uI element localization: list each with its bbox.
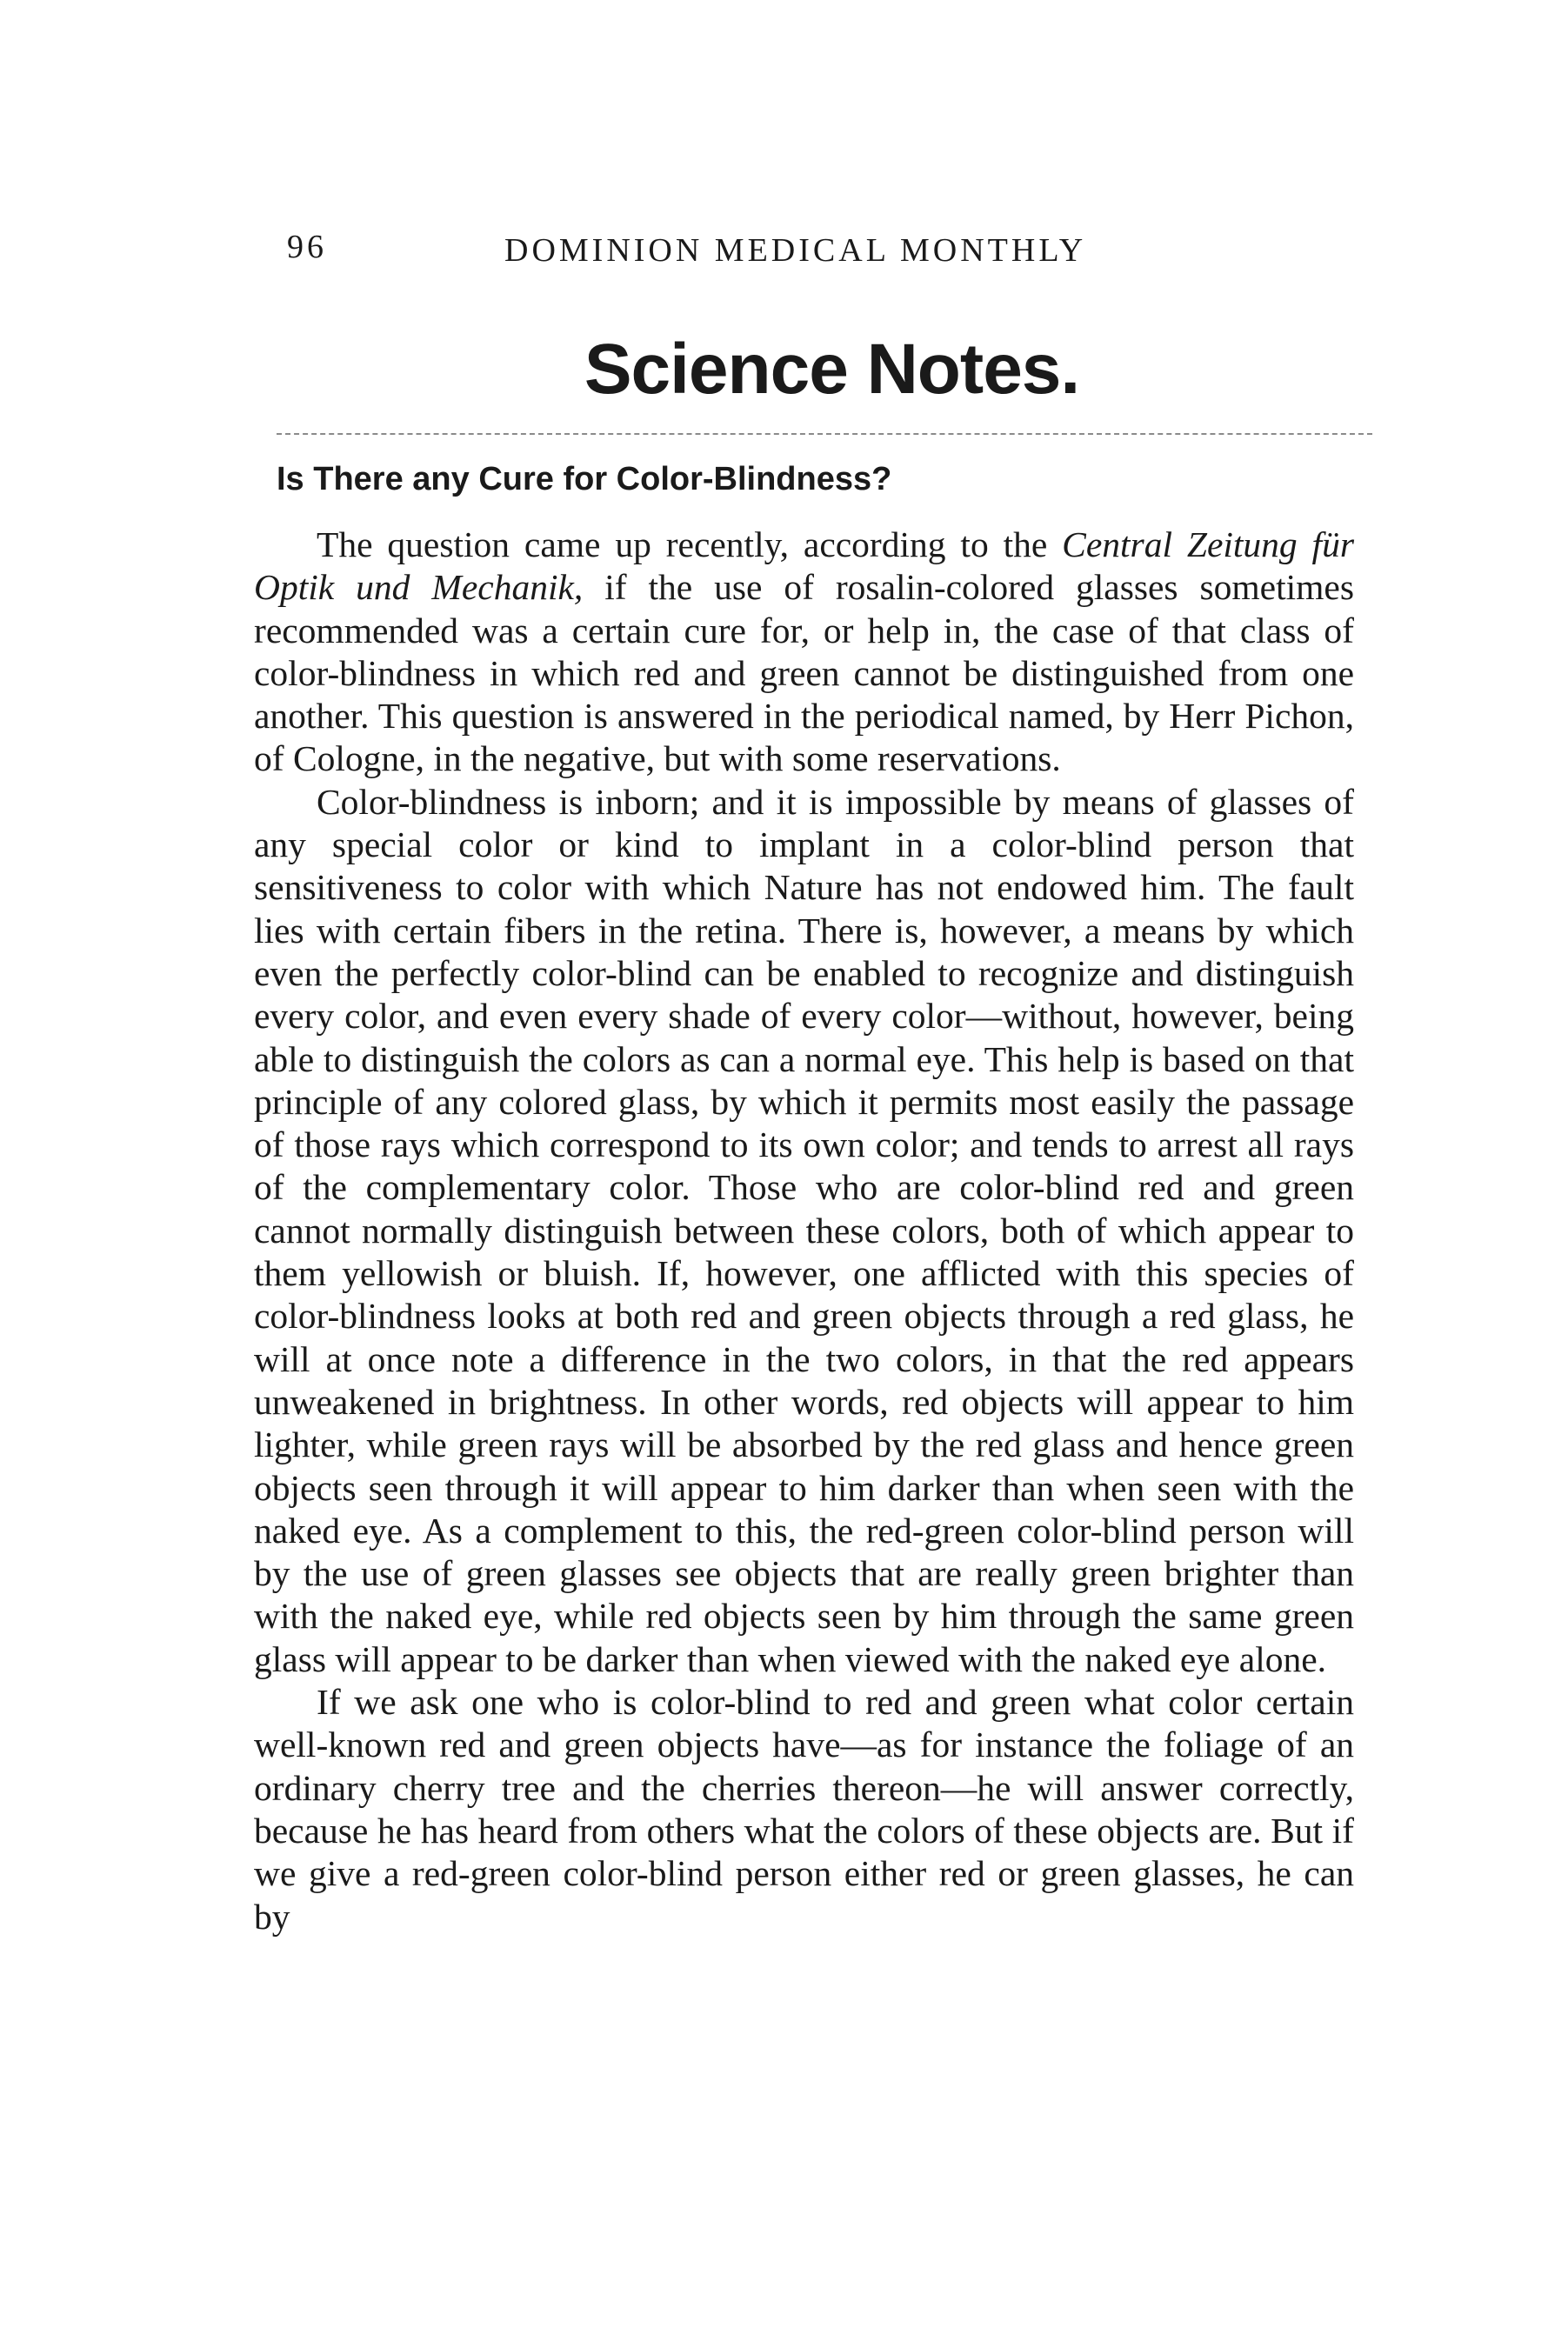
- article-body: [254, 524, 1354, 1938]
- running-head: [287, 228, 1365, 271]
- paragraph-1-text-a: The question came up recently, according to the: [317, 524, 1063, 564]
- paragraph-1: [254, 524, 1354, 781]
- paragraph-1-text-b: if the use of rosalin-colored glasses sometimes recommended was a certain cure for, or help in, the case of that class of color-blindness in which red and green cannot be distinguished from one another. This question is answered in the periodical named, by Herr Pichon, of Cologne, in the negative, but with some reservations.: [254, 567, 1355, 779]
- journal-reference: Central Zeitung für Optik und Mechanik,: [254, 524, 1354, 608]
- paragraph-3: If we ask one who is color-blind to red and green what color certain well-known red and green objects have—as for instance the foliage of an ordinary cherry tree and the cherries thereon—he will answer correctly, because he has heard from others what the colors of these objects are. But if we give a red-green color-blind person either red or green glasses, he can by: [254, 1682, 1354, 1937]
- page-number: 96: [287, 229, 327, 265]
- journal-title: DOMINION MEDICAL MONTHLY: [504, 232, 1087, 269]
- paragraph-2: Color-blindness is inborn; and it is impossible by means of glasses of any special color or kind to implant in a color-blind person that sensitiveness to color with which Nature has not endowed him. The fault lies with certain fibers in the retina. There is, however, a means by which even the perfectly color-blind can be enabled to recognize and distinguish every color, and even every shade of every color—without, however, being able to distinguish the colors as can a normal eye. This help is based on that principle of any colored glass, by which it permits most easily the passage of those rays which correspond to its own color; and tends to arrest all rays of the complementary color. Those who are color-blind red and green cannot normally distinguish between these colors, both of which appear to them yellowish or bluish. If, however, one afflicted with this species of color-blindness looks at both red and green objects through a red glass, he will at once note a difference in the two colors, in that the red appears unweakened in brightness. In other words, red objects will appear to him lighter, while green rays will be absorbed by the red glass and hence green objects seen through it will appear to him darker than when seen with the naked eye. As a complement to this, the red-green color-blind person will by the use of green glasses see objects that are really green brighter than with the naked eye, while red objects seen by him through the same green glass will appear to be darker than when viewed with the naked eye alone.: [254, 781, 1354, 1679]
- section-divider: [277, 433, 1372, 435]
- article-heading: Is There any Cure for Color-Blindness?: [277, 461, 892, 497]
- section-title: Science Notes.: [584, 330, 1080, 409]
